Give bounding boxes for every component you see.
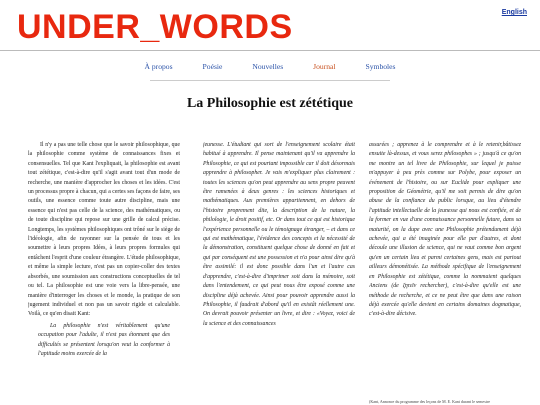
kant-quote: La philosophie n'est véritablement qu'une occupation pour l'adulte, il n'est pas étonnant que des difficultés se présentent lorsqu'on veut la conformer à l'aptitude moins exercée de la — [38, 322, 170, 357]
article-column-1 — [28, 141, 180, 405]
nav-divider — [150, 80, 390, 81]
nav-item-a-propos[interactable]: À propos — [144, 62, 173, 71]
language-link-english[interactable]: English — [501, 9, 527, 16]
site-logo[interactable]: UNDER_WORDS — [17, 8, 293, 46]
nav-item-symboles[interactable]: Symboles — [365, 62, 396, 71]
article-title: La Philosophie est zététique — [186, 96, 354, 111]
nav-item-nouvelles[interactable]: Nouvelles — [252, 62, 284, 71]
nav-item-journal[interactable]: Journal — [313, 62, 336, 71]
header-divider — [0, 50, 540, 51]
article-column-2 — [203, 141, 355, 405]
article-paragraph: Il n'y a pas une telle chose que le savoir philosophique, que la philosophie comme système de connaissances fixes et consensuelles. Tel que Kant l'expliquait, la philosophie est avant tout zététique, c'est-à-dire qu'il s'agit avant tout d'un mode de recherche, une manière d'approcher les choses et les idées. C'est un processus propre à chacun, qui a certes ses façons de faire, ses outils, une essence comme toute autre discipline, mais une essence qui n'est pas celle de la science, des mathématiques, ou de toute discipline qui repose sur une grille de calcul précise. Longtemps, les systèmes philosophiques ont trôné sur le siège de l'idéologie, afin de rayonner sur la pensée de tous et les soumettre à leurs propres Idées, à leurs propres formules qui entâchent l'esprit d'une couleur étrangère. L'étude philosophique, et même la simple lecture, n'est pas un copier-coller des textes absorbés, une soumission aux constructions conceptuelles de tel ou tel. La philosophie est une voie vers la libre-pensée, une manière d'interroger les choses et le monde, la pratique de son jugement individuel et non pas un savoir rigide et calculable. Voilà, ce qu'en disait Kant: — [28, 142, 180, 318]
kant-quote-end: assurées ; apprenez à le comprendre et à le retenir,bâtissez ensuite là-dessus, et vous serez philosophes » ; jusqu'à ce qu'on me montre un tel livre de Philosophie, sur lequel je puisse m'appuyer à peu près comme sur Polybe, pour exposer un événement de l'histoire, ou sur Euclide pour expliquer une proposition de Géométrie, qu'il me soit permis de dire qu'on abuse de la confiance du public lorsque, au lieu d'étendre l'aptitude intellectuelle de la jeunesse qui nous est confiée, et de la former en vue d'une connaissance personnelle future, dans sa maturité, on la dupe avec une Philosophie prétendument déjà achevée, qui a été imaginée pour elle par d'autres, et dont découle une illusion de science, qui ne vaut comme bon argent qu'en un certain lieu et parmi certaines gens, mais est partout ailleurs démonétisée. La méthode spécifique de l'enseignement en Philosophie est zététique, comme la nommaient quelques Anciens (de ζητεῖν rechercher), c'est-à-dire qu'elle est une méthode de recherche, et ce ne peut être que dans une raison déjà exercée qu'elle devient en certains domaines dogmatique, c'est-à-dire décisive. — [369, 142, 521, 318]
nav-item-poesie[interactable]: Poésie — [202, 62, 223, 71]
kant-quote-continued: jeunesse. L'étudiant qui sort de l'enseignement scolaire était habitué à apprendre. Il pense maintenant qu'il va apprendre la Philosophie, ce qui est pourtant impossible car il doit désormais apprendre à philosopher. Je vais m'expliquer plus clairement : toutes les sciences qu'on peut apprendre au sens propre peuvent être ramenées à deux genres : les sciences historiques et mathématiques. Aux premières appartiennent, en dehors de l'histoire proprement dite, la description de la nature, la philologie, le droit positif, etc. Or dans tout ce qui est historique l'expérience personnelle ou le témoignage étranger, – et dans ce qui est mathématique, l'évidence des concepts et la nécessité de la démonstration, constituent quelque chose de donné en fait et qui par conséquent est une possession et n'a pour ainsi dire qu'à être assimilé: il est donc possible dans l'un et l'autre cas d'apprendre, c'est-à-dire d'imprimer soit dans la mémoire, soit dans l'entendement, ce qui peut nous être exposé comme une discipline déjà achevée. Ainsi pour pouvoir apprendre aussi la Philosophie, il faudrait d'abord qu'il en existât réellement une. On devrait pouvoir présenter un livre, et dire : «Voyez, voici de la science et des connaissances — [203, 142, 355, 327]
main-nav — [0, 62, 540, 71]
citation-footnote: (Kant, Annonce du programme des leçons de M. E. Kant durant le semestre — [369, 399, 490, 404]
article-column-3 — [369, 141, 521, 396]
